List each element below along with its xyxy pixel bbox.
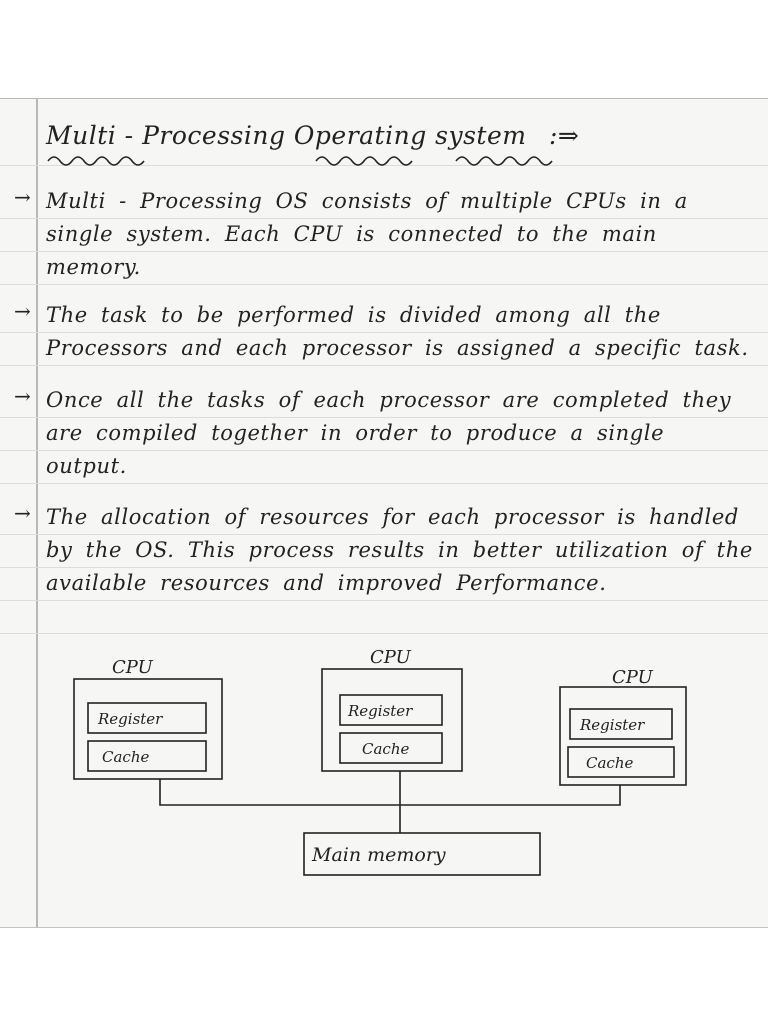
paragraph-4: The allocation of resources for each processor is handled by the OS. This process results in better utilization of the available resources and improved Performance.: [46, 505, 753, 595]
cpu-label: CPU: [612, 667, 653, 688]
ruled-line: [0, 600, 768, 601]
cache-label: Cache: [102, 748, 150, 766]
cache-label: Cache: [362, 740, 410, 758]
main-memory-label: Main memory: [312, 844, 446, 866]
ruled-line: [0, 483, 768, 484]
page-title: [46, 121, 579, 150]
bullet-arrow: →: [14, 185, 31, 209]
register-label: Register: [98, 710, 163, 728]
system-bus-line: [160, 779, 620, 805]
cache-label: Cache: [586, 754, 634, 772]
paragraph-1: Multi - Processing OS consists of multiple CPUs in a single system. Each CPU is connected to the main memory.: [46, 189, 688, 279]
ruled-line: [0, 284, 768, 285]
bullet-arrow: →: [14, 299, 31, 323]
paragraph-2: The task to be performed is divided among all the Processors and each processor is assigned a specific task.: [46, 303, 749, 360]
title-underline-squiggle: [46, 153, 576, 167]
register-label: Register: [348, 702, 413, 720]
bullet-arrow: →: [14, 501, 31, 525]
register-label: Register: [580, 716, 645, 734]
cpu-label: CPU: [112, 657, 153, 678]
bullet-arrow: →: [14, 384, 31, 408]
title-text: Multi - Processing Operating system: [46, 121, 527, 150]
cpu-label: CPU: [370, 647, 411, 668]
paragraph-3: Once all the tasks of each processor are completed they are compiled together in order to produce a single output.: [46, 388, 732, 478]
title-arrow: :⇒: [548, 121, 580, 150]
ruled-line: [0, 633, 768, 634]
multiprocessor-diagram: [0, 639, 768, 927]
notebook-page: [0, 98, 768, 928]
ruled-line: [0, 365, 768, 366]
